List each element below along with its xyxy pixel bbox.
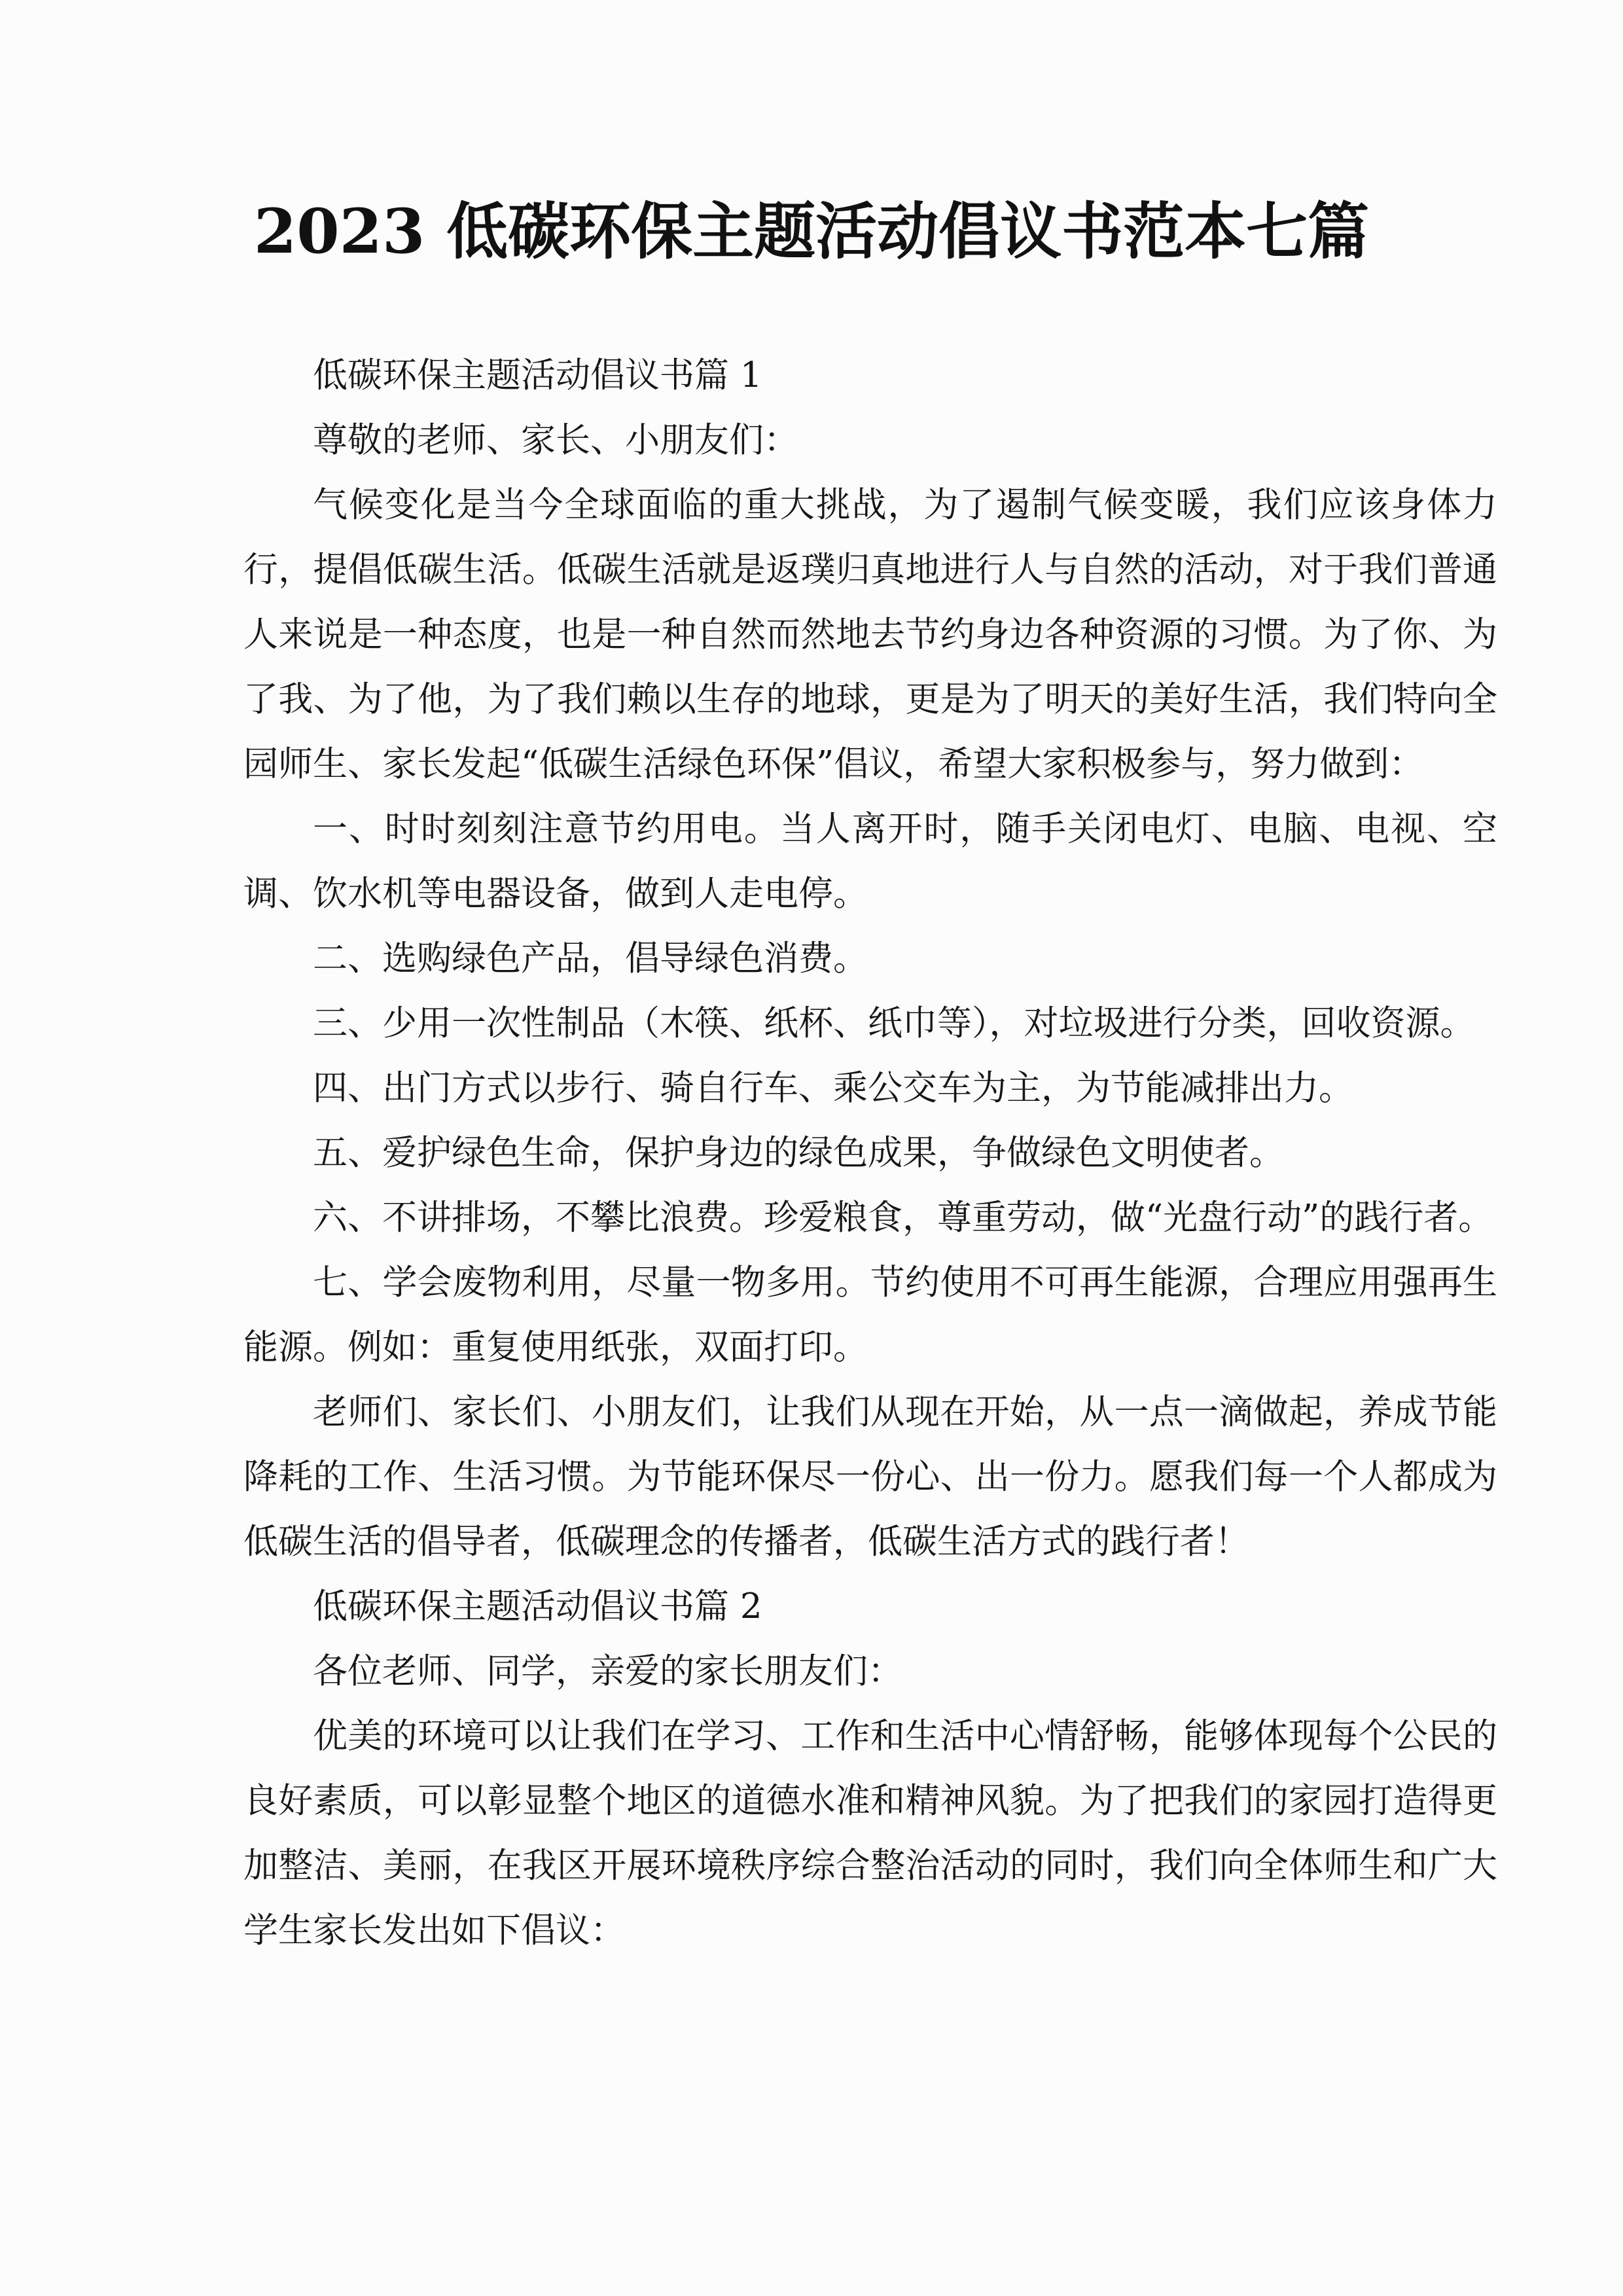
section-1-intro: 气候变化是当今全球面临的重大挑战，为了遏制气候变暖，我们应该身体力行，提倡低碳生活。低碳生活就是返璞归真地进行人与自然的活动，对于我们普通人来说是一种态度，也是一种自然而然地去节约身边各种资源的习惯。为了你、为了我、为了他，为了我们赖以生存的地球，更是为了明天的美好生活，我们特向全园师生、家长发起“低碳生活绿色环保”倡议，希望大家积极参与，努力做到：	[243, 485, 1497, 784]
section-1-heading: 低碳环保主题活动倡议书篇 1	[313, 355, 762, 395]
list-item-7: 七、学会废物利用，尽量一物多用。节约使用不可再生能源，合理应用强再生能源。例如：重复使用纸张，双面打印。	[243, 1263, 1497, 1367]
document-body	[243, 343, 1497, 1963]
list-item-5: 五、爱护绿色生命，保护身边的绿色成果，争做绿色文明使者。	[313, 1133, 1284, 1173]
section-1-salutation: 尊敬的老师、家长、小朋友们：	[313, 420, 798, 460]
list-item-2: 二、选购绿色产品，倡导绿色消费。	[313, 939, 868, 978]
section-2-salutation: 各位老师、同学，亲爱的家长朋友们：	[313, 1651, 902, 1691]
list-item-1: 一、时时刻刻注意节约用电。当人离开时，随手关闭电灯、电脑、电视、空调、饮水机等电器设备，做到人走电停。	[243, 809, 1497, 914]
section-2-intro: 优美的环境可以让我们在学习、工作和生活中心情舒畅，能够体现每个公民的良好素质，可以彰显整个地区的道德水准和精神风貌。为了把我们的家园打造得更加整洁、美丽，在我区开展环境秩序综合整治活动的同时，我们向全体师生和广大学生家长发出如下倡议：	[243, 1716, 1497, 1950]
list-item-4: 四、出门方式以步行、骑自行车、乘公交车为主，为节能减排出力。	[313, 1068, 1353, 1108]
document-title: 2023 低碳环保主题活动倡议书范本七篇	[253, 196, 1370, 268]
list-item-6: 六、不讲排场，不攀比浪费。珍爱粮食，尊重劳动，做“光盘行动”的践行者。	[313, 1198, 1493, 1238]
list-item-3: 三、少用一次性制品（木筷、纸杯、纸巾等），对垃圾进行分类，回收资源。	[313, 1003, 1475, 1043]
section-2-heading: 低碳环保主题活动倡议书篇 2	[313, 1587, 762, 1626]
section-1-closing: 老师们、家长们、小朋友们，让我们从现在开始，从一点一滴做起，养成节能降耗的工作、生活习惯。为节能环保尽一份心、出一份力。愿我们每一个人都成为低碳生活的倡导者，低碳理念的传播者，低碳生活方式的践行者！	[243, 1392, 1497, 1562]
